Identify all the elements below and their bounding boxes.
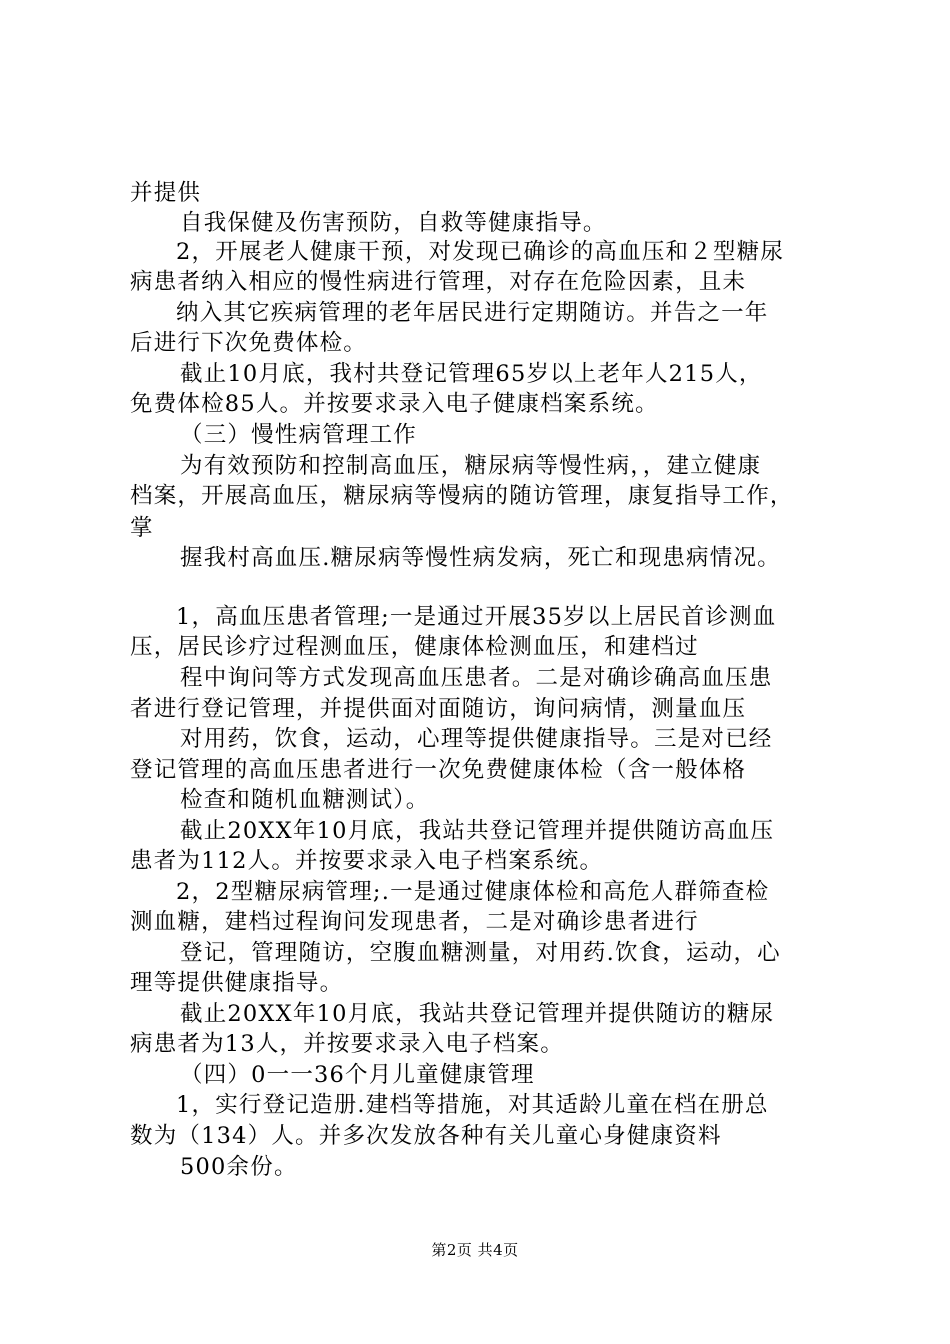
section-heading: （三）慢性病管理工作 xyxy=(180,422,418,448)
section-heading: （四）0一一36个月儿童健康管理 xyxy=(180,1062,535,1088)
text-line: 截止10月底，我村共登记管理65岁以上老年人215人， xyxy=(180,361,763,387)
text-line: 为有效预防和控制高血压，糖尿病等慢性病，，建立健康 xyxy=(180,453,762,479)
text-line: 截止20XX年10月底，我站共登记管理并提供随访高血压 xyxy=(180,818,775,844)
text-line: 1，高血压患者管理;一是通过开展35岁以上居民首诊测血 xyxy=(176,604,777,630)
text-line: 2，开展老人健康干预，对发现已确诊的高血压和２型糖尿 xyxy=(176,239,785,265)
text-line: 纳入其它疾病管理的老年居民进行定期随访。并告之一年 xyxy=(176,300,769,326)
text-line: 理等提供健康指导。 xyxy=(130,970,344,996)
text-line: 登记，管理随访，空腹血糖测量，对用药.饮食，运动，心 xyxy=(180,940,781,966)
text-line: 2，2型糖尿病管理;.一是通过健康体检和高危人群筛查检 xyxy=(176,879,770,905)
text-line: 病患者为13人，并按要求录入电子档案。 xyxy=(130,1031,564,1057)
text-line: 截止20XX年10月底，我站共登记管理并提供随访的糖尿 xyxy=(180,1001,775,1027)
text-line: 登记管理的高血压患者进行一次免费健康体检（含一般体格 xyxy=(130,757,747,783)
text-line: 程中询问等方式发现高血压患者。二是对确诊确高血压患 xyxy=(180,665,773,691)
text-line: 免费体检85人。并按要求录入电子健康档案系统。 xyxy=(130,391,659,417)
text-line: 档案，开展高血压，糖尿病等慢病的随访管理，康复指导工作， xyxy=(130,483,794,509)
text-line: 患者为112人。并按要求录入电子档案系统。 xyxy=(130,848,604,874)
text-line: 压，居民诊疗过程测血压，健康体检测血压，和建档过 xyxy=(130,634,699,660)
text-line: 后进行下次免费体检。 xyxy=(130,330,368,356)
text-line: 并提供 xyxy=(130,180,202,206)
text-line: 病患者纳入相应的慢性病进行管理，对存在危险因素，且未 xyxy=(130,269,747,295)
text-line: 500余份。 xyxy=(180,1154,298,1180)
text-line: 握我村高血压.糖尿病等慢性病发病，死亡和现患病情况。 xyxy=(180,545,781,571)
text-line: 测血糖，建档过程询问发现患者，二是对确诊患者进行 xyxy=(130,909,699,935)
text-line: 对用药，饮食，运动，心理等提供健康指导。三是对已经 xyxy=(180,726,773,752)
text-line: 1，实行登记造册.建档等措施，对其适龄儿童在档在册总 xyxy=(176,1092,769,1118)
text-line: 者进行登记管理，并提供面对面随访，询问病情，测量血压 xyxy=(130,696,747,722)
page-number-footer: 第2页 共4页 xyxy=(431,1241,519,1259)
text-line: 数为（134）人。并多次发放各种有关儿童心身健康资料 xyxy=(130,1123,722,1149)
text-line: 掌 xyxy=(130,515,154,541)
text-line: 自我保健及伤害预防，自救等健康指导。 xyxy=(180,210,607,236)
text-line: 检查和随机血糖测试）。 xyxy=(180,787,430,813)
